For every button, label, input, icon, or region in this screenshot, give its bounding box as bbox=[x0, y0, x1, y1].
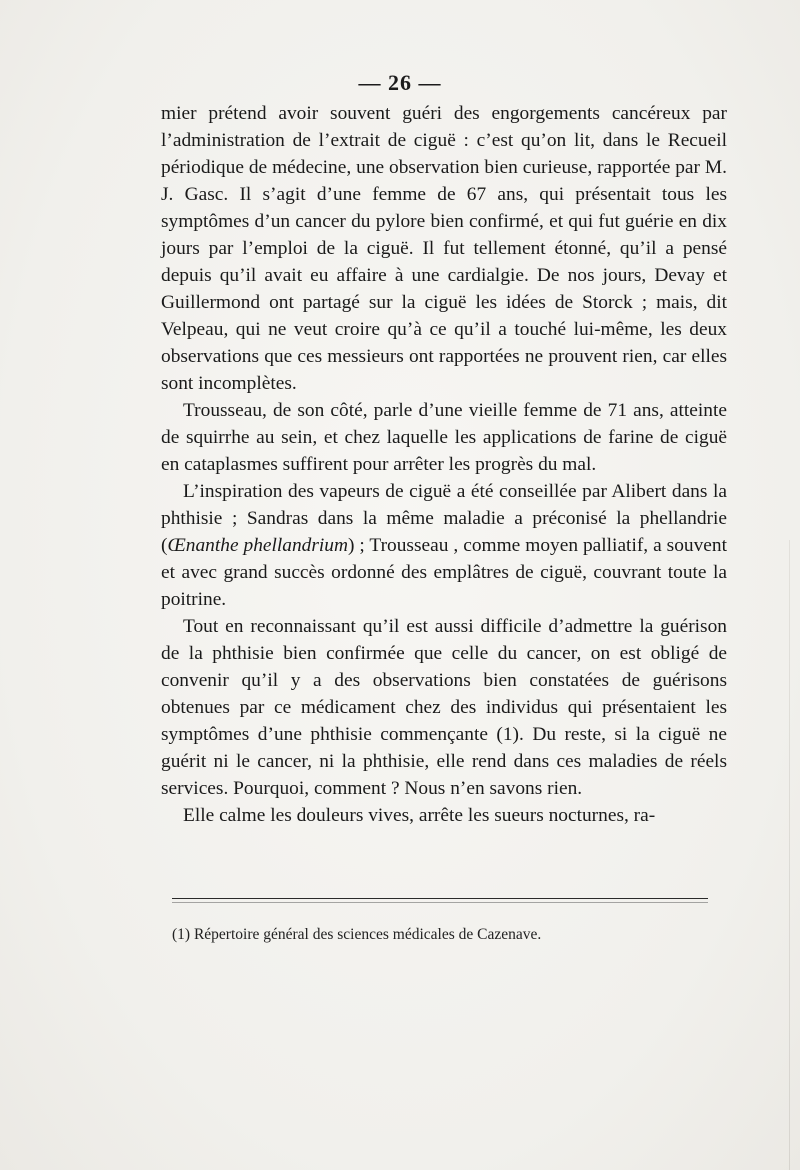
paragraph-3-text-b: ) ; Trousseau , comme moyen palliatif, a souvent et avec grand succès ordonné des emplâtres de ciguë, couvrant toute la poitrine. bbox=[161, 535, 727, 610]
paragraph-2: Trousseau, de son côté, parle d’une vieille femme de 71 ans, atteinte de squirrhe au sein, et chez laquelle les applications de farine de ciguë en cataplasmes suffirent pour arrêter les progrès du mal. bbox=[161, 400, 727, 475]
botanical-name: Œnanthe phellandrium bbox=[167, 535, 348, 556]
paragraph-3 bbox=[161, 478, 727, 613]
paragraph-3-text-a: L’inspiration des vapeurs de ciguë a été conseillée par Alibert dans la phthisie ; Sandras dans la même maladie a préconisé la phellandrie ( bbox=[161, 481, 727, 556]
paragraph-5: Elle calme les douleurs vives, arrête les sueurs nocturnes, ra- bbox=[183, 805, 656, 826]
paragraph-4: Tout en reconnaissant qu’il est aussi difficile d’admettre la guérison de la phthisie bien confirmée que celle du cancer, on est obligé de convenir qu’il y a des observations bien constatées de guérisons obtenues par ce médicament chez des individus qui présentaient les symptômes d’une phthisie commençante (1). Du reste, si la ciguë ne guérit ni le cancer, ni la phthisie, elle rend dans ces maladies de réels services. Pourquoi, comment ? Nous n’en savons rien. bbox=[161, 616, 727, 799]
footnote-divider bbox=[172, 898, 708, 899]
footnote-divider-shadow bbox=[172, 902, 708, 903]
footnote: (1) Répertoire général des sciences médicales de Cazenave. bbox=[172, 926, 542, 943]
page-edge-shadow bbox=[789, 540, 790, 1170]
paragraph-1: mier prétend avoir souvent guéri des engorgements cancéreux par l’administration de l’extrait de ciguë : c’est qu’on lit, dans le Recueil périodique de médecine, une observation bien curieuse, rapportée par M. J. Gasc. Il s’agit d’une femme de 67 ans, qui présentait tous les symptômes d’un cancer du pylore bien confirmé, et qui fut guérie en dix jours par l’emploi de la ciguë. Il fut tellement étonné, qu’il a pensé depuis qu’il avait eu affaire à une cardialgie. De nos jours, Devay et Guillermond ont partagé sur la ciguë les idées de Storck ; mais, dit Velpeau, qui ne veut croire qu’à ce qu’il a touché lui-même, les deux observations que ces messieurs ont rapportées ne prouvent rien, car elles sont incomplètes. bbox=[161, 103, 727, 394]
page-number: — 26 — bbox=[358, 70, 442, 95]
body-text bbox=[161, 100, 727, 829]
